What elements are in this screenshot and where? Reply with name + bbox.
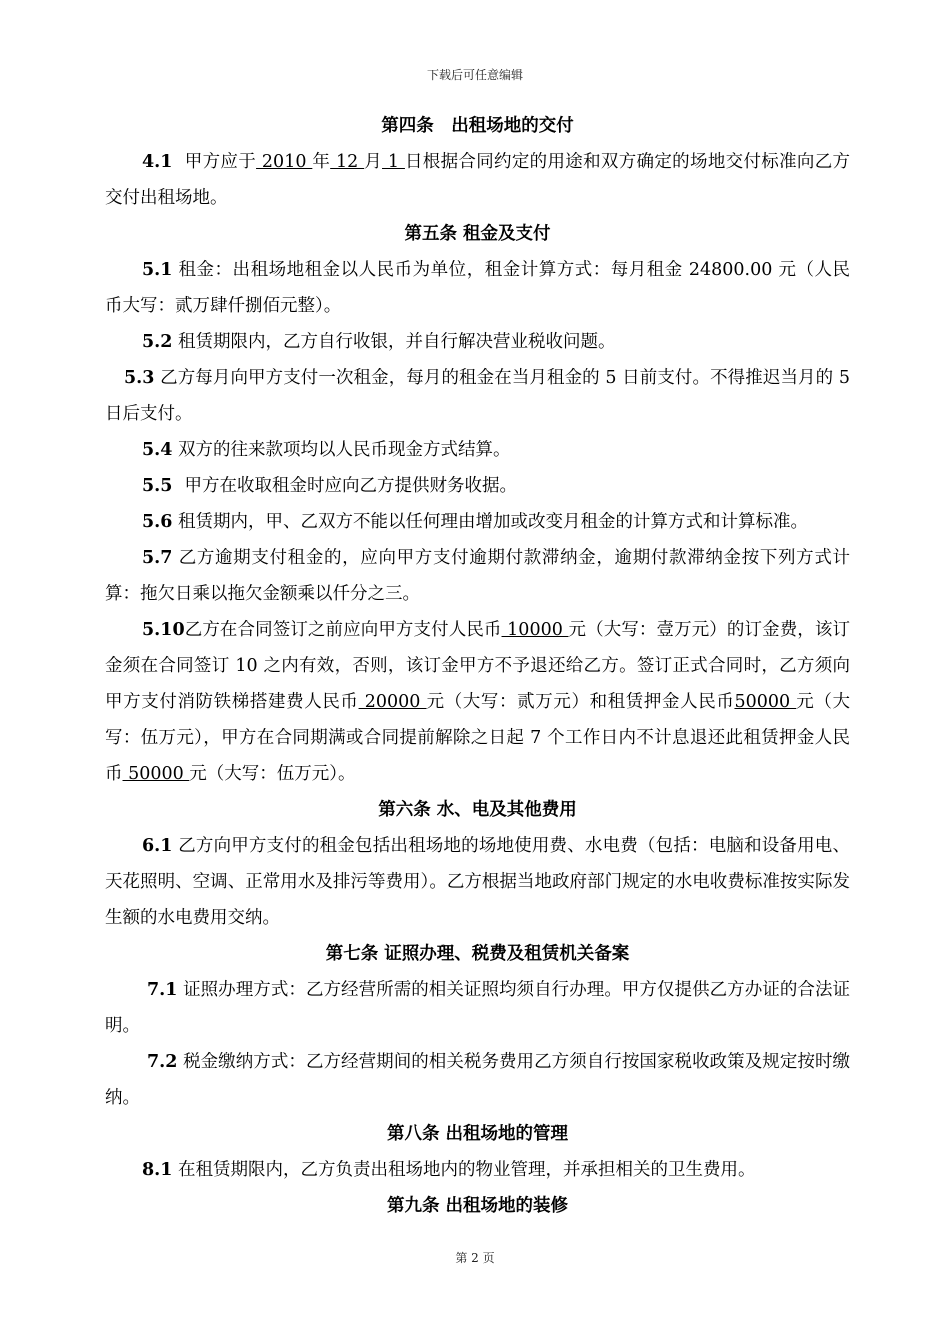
clause-text: 乙方逾期支付租金的，应向甲方支付逾期付款滞纳金，逾期付款滞纳金按下列方式计算：拖欠日乘以拖欠金额乘以仟分之三。 <box>105 548 850 604</box>
clause-5-1 <box>105 252 850 324</box>
clause-text: 元（大写：伍万元），甲方在合同期满或合同提前解除之日起 7 个工作日内不计息退还此租赁押金人民币 <box>105 692 851 784</box>
clause-8-1 <box>105 1152 850 1188</box>
clause-7-1 <box>105 972 850 1044</box>
clause-number: 5.10 <box>142 620 185 640</box>
filled-ladder-fee: 20000 <box>358 692 427 712</box>
clause-text: 租金：出租场地租金以人民币为单位，租金计算方式：每月租金 24800.00 元（人民币大写：贰万肆仟捌佰元整）。 <box>105 260 850 316</box>
clause-number: 5.6 <box>142 512 173 532</box>
filled-security-deposit: 50000 <box>734 692 797 712</box>
contract-body <box>105 108 850 1224</box>
filled-day: 1 <box>382 152 405 172</box>
clause-number: 6.1 <box>142 836 173 856</box>
clause-5-7 <box>105 540 850 612</box>
clause-5-6 <box>105 504 850 540</box>
clause-text: 在租赁期限内，乙方负责出租场地内的物业管理，并承担相关的卫生费用。 <box>178 1160 756 1180</box>
filled-deposit-amount: 10000 <box>501 620 569 640</box>
clause-text: 甲方在收取租金时应向乙方提供财务收据。 <box>184 476 517 496</box>
section-5-heading: 第五条 租金及支付 <box>404 224 551 244</box>
clause-4-1 <box>105 144 850 216</box>
clause-number: 7.1 <box>147 980 178 1000</box>
clause-text: 税金缴纳方式：乙方经营期间的相关税务费用乙方须自行按国家税收政策及规定按时缴纳。 <box>105 1052 850 1108</box>
section-6-heading: 第六条 水、电及其他费用 <box>378 800 577 820</box>
section-9-heading: 第九条 出租场地的装修 <box>386 1196 569 1216</box>
clause-text: 甲方应于 <box>184 152 257 172</box>
clause-number: 5.4 <box>142 440 173 460</box>
section-4-heading: 第四条 出租场地的交付 <box>381 116 574 136</box>
clause-number: 5.7 <box>142 548 173 568</box>
clause-7-2 <box>105 1044 850 1116</box>
section-7-heading: 第七条 证照办理、税费及租赁机关备案 <box>325 944 630 964</box>
clause-5-5 <box>105 468 850 504</box>
clause-number: 5.5 <box>142 476 173 496</box>
clause-number: 5.1 <box>142 260 173 280</box>
clause-text: 租赁期内，甲、乙双方不能以任何理由增加或改变月租金的计算方式和计算标准。 <box>178 512 809 532</box>
clause-text: 日根据合同约定的用途和双方确定的场地交付标准向乙方交付出租场地。 <box>105 152 851 208</box>
clause-number: 7.2 <box>147 1052 178 1072</box>
header-note: 下载后可任意编辑 <box>426 68 523 82</box>
clause-5-3 <box>105 360 850 432</box>
clause-number: 4.1 <box>142 152 173 172</box>
clause-text: 租赁期限内，乙方自行收银，并自行解决营业税收问题。 <box>178 332 616 352</box>
clause-text: 乙方向甲方支付的租金包括出租场地的场地使用费、水电费（包括：电脑和设备用电、天花照明、空调、正常用水及排污等费用）。乙方根据当地政府部门规定的水电收费标准按实际发生额的水电费用交纳。 <box>105 836 850 928</box>
clause-text: 元（大写：贰万元）和租赁押金人民币 <box>426 692 735 712</box>
filled-year: 2010 <box>256 152 313 172</box>
clause-number: 5.3 <box>124 368 155 388</box>
filled-month: 12 <box>330 152 365 172</box>
filled-refund-amount: 50000 <box>122 764 190 784</box>
clause-5-4 <box>105 432 850 468</box>
clause-5-10 <box>105 612 850 792</box>
clause-text: 元（大写：伍万元）。 <box>189 764 356 784</box>
clause-5-2 <box>105 324 850 360</box>
clause-text: 证照办理方式：乙方经营所需的相关证照均须自行办理。甲方仅提供乙方办证的合法证明。 <box>105 980 850 1036</box>
page-number: 第 2 页 <box>455 1251 495 1265</box>
clause-number: 8.1 <box>142 1160 173 1180</box>
clause-number: 5.2 <box>142 332 173 352</box>
clause-text: 元（大写：壹万元）的订金费，该订金须在合同签订 10 之内有效，否则，该订金甲方不予退还给乙方。签订正式合同时，乙方须向甲方支付消防铁梯搭建费人民币 <box>105 620 851 712</box>
clause-text: 乙方每月向甲方支付一次租金，每月的租金在当月租金的 5 日前支付。不得推迟当月的 5 日后支付。 <box>105 368 850 424</box>
clause-text: 年 <box>312 152 331 172</box>
clause-text: 双方的往来款项均以人民币现金方式结算。 <box>178 440 511 460</box>
clause-6-1 <box>105 828 850 936</box>
clause-text: 乙方在合同签订之前应向甲方支付人民币 <box>184 620 502 640</box>
clause-text: 月 <box>364 152 383 172</box>
section-8-heading: 第八条 出租场地的管理 <box>386 1124 569 1144</box>
